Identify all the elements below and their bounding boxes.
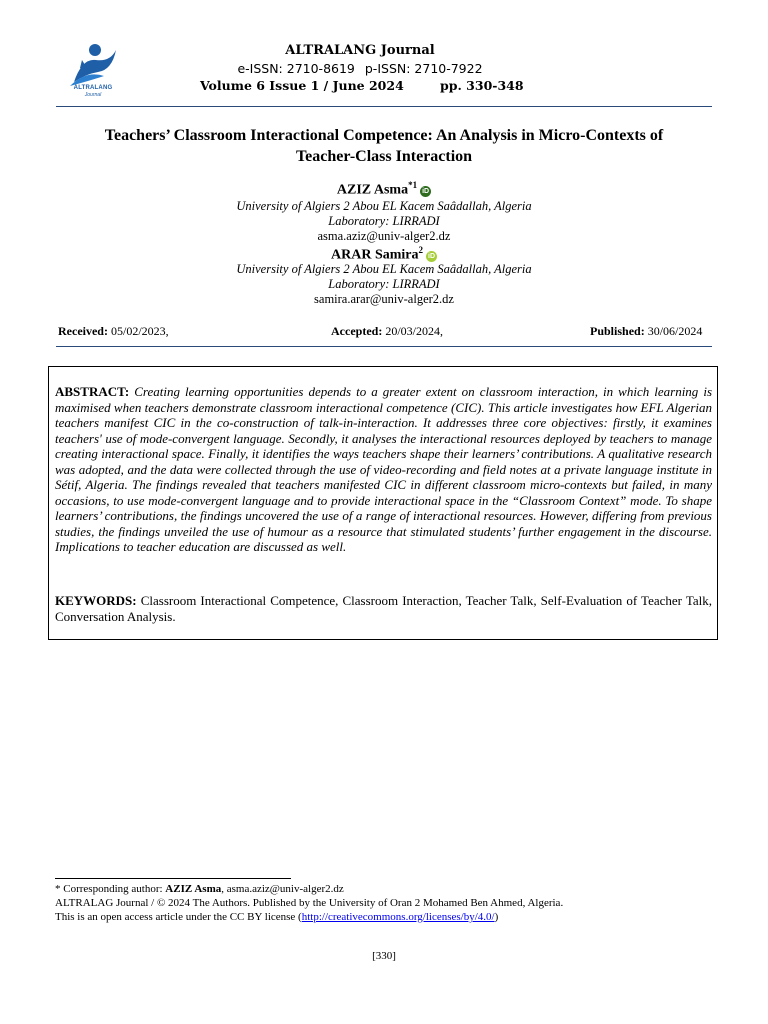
page-range: pp. 330-348 (440, 78, 524, 93)
author-2-sup: 2 (418, 245, 423, 255)
journal-name: ALTRALANG Journal (285, 43, 435, 58)
keywords-label: KEYWORDS: (55, 593, 137, 608)
received-date: Received: 05/02/2023, (58, 324, 169, 338)
author-1-email[interactable]: asma.aziz@univ-alger2.dz (317, 229, 451, 243)
footnote-rule (55, 878, 291, 879)
volume-issue: Volume 6 Issue 1 / June 2024 (200, 78, 404, 93)
author-1-laboratory: Laboratory: LIRRADI (328, 214, 440, 228)
page-number: [330] (372, 950, 396, 962)
orcid-icon[interactable]: iD (422, 187, 430, 195)
abstract-label: ABSTRACT: (55, 384, 130, 399)
corresponding-author: * Corresponding author: AZIZ Asma, asma.aziz@univ-alger2.dz (55, 883, 344, 895)
license-link[interactable]: http://creativecommons.org/licenses/by/4.0/ (301, 911, 495, 923)
abstract (55, 384, 712, 555)
author-2-email[interactable]: samira.arar@univ-alger2.dz (314, 292, 454, 306)
header-rule (56, 106, 712, 107)
abstract-text: Creating learning opportunities depends to a greater extent on classroom interaction, in which learning is maximised when teachers demonstrate classroom interactional competence (CIC). This article investigates how EFL Algerian teachers manifest CIC in the co-construction of talk-in-interaction. It addresses three core objectives: firstly, it examines teachers' use of mode-convergent language. Secondly, it analyses the interactional resources deployed by teachers to manage creating interactional space. Finally, it identifies the ways teachers shape their learners’ contributions. A qualitative research was adopted, and the data were collected through the use of video-recording and field notes at a private language institute in Sétif, Algeria. The findings revealed that teachers manifested CIC in different classroom micro-contexts but failed, in many occasions, to use mode-convergent language and to provide interactional space in the “Classroom Context” mode. To shape learners’ contributions, the findings uncovered the use of a range of interactional resources. However, differing from previous studies, the findings unveiled the use of humour as a resource that stimulated students’ further engagement in the discourse. Implications to teacher education are discussed as well. (55, 384, 713, 554)
volume-line (200, 78, 580, 93)
author-2-affiliation: University of Algiers 2 Abou EL Kacem Saâdallah, Algeria (236, 262, 532, 276)
title-line-2: Teacher-Class Interaction (295, 148, 473, 165)
eissn: e-ISSN: 2710-8619 (237, 61, 355, 76)
title-line-1: Teachers’ Classroom Interactional Competence: An Analysis in Micro-Contexts of (104, 127, 664, 144)
author-1-sup: *1 (408, 180, 418, 190)
license-notice: This is an open access article under the CC BY license (http://creativecommons.org/licenses/by/4.0/) (55, 911, 499, 923)
dates-rule (56, 346, 712, 347)
orcid-icon[interactable]: iD (428, 252, 435, 260)
published-date: Published: 30/06/2024 (590, 324, 703, 338)
article-title (56, 125, 712, 167)
logo-subtext: Journal (84, 92, 102, 98)
logo-text: ALTRALANG (73, 85, 113, 91)
author-1 (56, 180, 712, 199)
author-2-laboratory: Laboratory: LIRRADI (328, 277, 440, 291)
issn-line (200, 61, 520, 76)
author-2 (56, 245, 712, 264)
copyright-notice: ALTRALAG Journal / © 2024 The Authors. Published by the University of Oran 2 Mohamed Ben Ahmed, Algeria. (55, 897, 564, 909)
keywords-text: Classroom Interactional Competence, Classroom Interaction, Teacher Talk, Self-Evaluation of Teacher Talk, Conversation Analysis. (55, 593, 712, 624)
accepted-date: Accepted: 20/03/2024, (331, 324, 443, 338)
author-1-affiliation: University of Algiers 2 Abou EL Kacem Saâdallah, Algeria (236, 199, 532, 213)
pissn: p-ISSN: 2710-7922 (364, 61, 483, 76)
author-1-name: AZIZ Asma (336, 182, 409, 198)
keywords (55, 593, 712, 624)
author-2-name: ARAR Samira (331, 247, 419, 263)
